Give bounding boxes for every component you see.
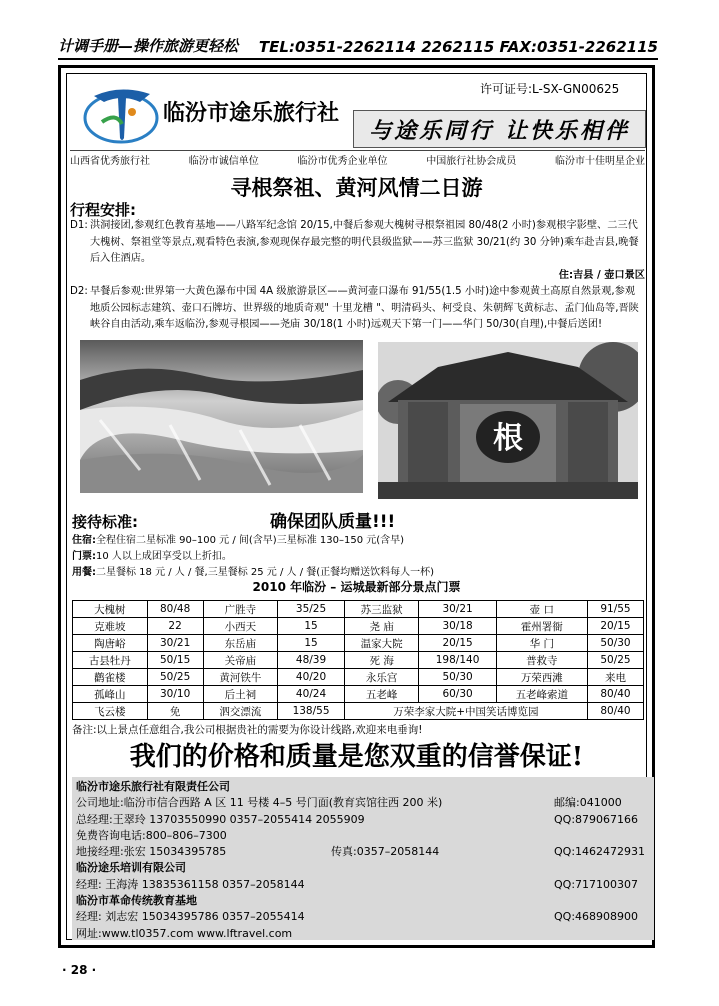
meals-text: 二星餐标 18 元 / 人 / 餐,三星餐标 25 元 / 人 / 餐(正餐均赠送饮料每人一杯) <box>96 567 435 578</box>
ground-manager: 地接经理:张宏 15034395785 <box>76 845 227 859</box>
honor-item: 中国旅行社协会成员 <box>426 156 517 167</box>
tickets-text: 10 人以上成团享受以上折扣。 <box>96 551 232 562</box>
scenic-name: 死 海 <box>344 652 419 669</box>
general-manager: 总经理:王翠玲 13703550990 0357–2055414 2055909 <box>76 812 365 826</box>
ticket-price: 48/39 <box>278 652 345 669</box>
website: 网址:www.tl0357.com www.lftravel.com <box>76 926 293 940</box>
day-text: 洪洞接团,参观红色教育基地——八路军纪念馆 20/15,中餐后参观大槐树寻根祭祖园 80/48(2 小时)参观根字影壁、二三代大槐树、祭祖堂等景点,观看特色表演,参观现保存最完整的明代县级监狱——苏三监狱 30/21(约 30 分钟)乘车赴吉县,晚餐后入住酒店。 <box>90 220 639 264</box>
ticket-price: 50/30 <box>419 669 496 686</box>
manager-3: 经理: 刘志宏 15034395786 0357–2055414 <box>76 910 305 924</box>
scenic-name: 霍州署衙 <box>496 618 587 635</box>
ticket-price: 40/24 <box>278 686 345 703</box>
contact-line <box>76 909 650 925</box>
qq-3: QQ:717100307 <box>554 877 639 891</box>
quality-guarantee: 确保团队质量!!! <box>270 512 396 532</box>
day-label: D1: <box>70 220 88 231</box>
contact-line <box>76 812 650 828</box>
scenic-name: 温家大院 <box>344 635 419 652</box>
ticket-price: 80/48 <box>147 601 203 618</box>
scenic-name: 普救寺 <box>496 652 587 669</box>
ticket-price: 50/25 <box>587 652 643 669</box>
license-number: 许可证号:L-SX-GN00625 <box>480 82 620 96</box>
gate-character: 根 <box>493 421 523 456</box>
tour-title: 寻根祭祖、黄河风情二日游 <box>230 176 483 200</box>
scenic-name: 尧 庙 <box>344 618 419 635</box>
lodging-standard <box>72 531 404 546</box>
ticket-price: 40/20 <box>278 669 345 686</box>
scenic-name: 大槐树 <box>73 601 148 618</box>
reception-heading: 接待标准: <box>72 513 138 531</box>
contact-line <box>76 795 650 811</box>
contact-box <box>72 777 654 940</box>
free-hotline: 免费咨询电话:800–806–7300 <box>76 828 227 842</box>
scenic-name: 五老峰索道 <box>496 686 587 703</box>
root-gate-photo <box>378 342 638 499</box>
page-header <box>58 30 658 60</box>
tickets-label: 门票: <box>72 551 96 562</box>
ticket-price: 15 <box>278 618 345 635</box>
company-3: 临汾市革命传统教育基地 <box>76 894 197 908</box>
ticket-price: 35/25 <box>278 601 345 618</box>
quality-promise: 我们的价格和质量是您双重的信誉保证! <box>129 742 584 772</box>
price-row <box>73 635 644 652</box>
ticket-price: 30/10 <box>147 686 203 703</box>
address: 公司地址:临汾市信合西路 A 区 11 号楼 4–5 号门面(教育宾馆往西 200 米) <box>76 796 443 810</box>
day-2 <box>70 284 645 334</box>
day-1 <box>70 218 645 268</box>
scenic-name: 华 门 <box>496 635 587 652</box>
qq-1: QQ:879067166 <box>554 812 639 826</box>
contact-line <box>76 844 650 860</box>
meals-label: 用餐: <box>72 567 96 578</box>
company-name: 临汾市途乐旅行社 <box>163 100 340 126</box>
scenic-name: 苏三监狱 <box>344 601 419 618</box>
scenic-name: 古县牡丹 <box>73 652 148 669</box>
postcode: 邮编:041000 <box>554 796 622 810</box>
company-1: 临汾市途乐旅行社有限责任公司 <box>76 780 230 793</box>
honors-bar <box>70 150 645 167</box>
day-text: 早餐后参观:世界第一大黄色瀑布中国 4A 级旅游景区——黄河壶口瀑布 91/55(1.5 小时)途中参观黄土高原自然景观,参观地质公园标志建筑、壶口石牌坊、世界级的地质奇观" 十里龙槽 "、明清码头、柯受良、朱朝辉飞黄标志、孟门仙岛等,晋陕峡谷自由活动,乘车返临汾,参观寻根园——尧庙 30/18(1 小时)远观天下第一门——华门 50/30(自理),中餐后送团! <box>90 286 639 330</box>
ticket-price: 30/21 <box>419 601 496 618</box>
price-row <box>73 652 644 669</box>
ticket-price: 免 <box>147 703 203 720</box>
ticket-price: 138/55 <box>278 703 345 720</box>
contact-line <box>76 877 650 893</box>
ticket-price: 30/18 <box>419 618 496 635</box>
meal-standard <box>72 563 434 578</box>
qq-4: QQ:468908900 <box>554 910 639 924</box>
company-2: 临汾途乐培训有限公司 <box>76 861 186 875</box>
price-row <box>73 618 644 635</box>
lodging-label: 住宿: <box>72 535 96 546</box>
honor-item: 临汾市诚信单位 <box>188 156 259 167</box>
manager-2: 经理: 王海涛 13835361158 0357–2058144 <box>76 877 305 891</box>
day-label: D2: <box>70 286 88 297</box>
ticket-price: 80/40 <box>587 686 643 703</box>
ticket-price: 50/15 <box>147 652 203 669</box>
day-1-lodging: 住:吉县 / 壶口景区 <box>558 269 645 281</box>
ticket-price: 30/21 <box>147 635 203 652</box>
company-slogan: 与途乐同行 让快乐相伴 <box>353 110 646 148</box>
scenic-name: 东岳庙 <box>203 635 278 652</box>
scenic-name: 陶唐峪 <box>73 635 148 652</box>
ticket-price: 20/15 <box>419 635 496 652</box>
fax: 传真:0357–2058144 <box>331 845 440 859</box>
price-row <box>73 686 644 703</box>
scenic-name: 壶 口 <box>496 601 587 618</box>
scenic-name: 广胜寺 <box>203 601 278 618</box>
honor-item: 山西省优秀旅行社 <box>70 156 150 167</box>
header-left: 计调手册—操作旅游更轻松 <box>58 37 239 55</box>
scenic-name: 永乐宫 <box>344 669 419 686</box>
price-row <box>73 601 644 618</box>
ticket-price: 15 <box>278 635 345 652</box>
scenic-name: 小西天 <box>203 618 278 635</box>
ticket-price: 198/140 <box>419 652 496 669</box>
honor-item: 临汾市十佳明星企业 <box>555 156 645 167</box>
scenic-name: 孤峰山 <box>73 686 148 703</box>
scenic-name: 鹳雀楼 <box>73 669 148 686</box>
honor-item: 临汾市优秀企业单位 <box>297 156 388 167</box>
scenic-price-table <box>72 600 644 720</box>
price-row <box>73 669 644 686</box>
ticket-price: 91/55 <box>587 601 643 618</box>
lodging-text: 全程住宿二星标准 90–100 元 / 间(含早)三星标准 130–150 元(含早) <box>96 535 405 546</box>
scenic-name: 克难坡 <box>73 618 148 635</box>
ticket-price: 22 <box>147 618 203 635</box>
scenic-name: 关帝庙 <box>203 652 278 669</box>
header-contact: TEL:0351-2262114 2262115 FAX:0351-2262115 <box>258 38 658 56</box>
ticket-standard <box>72 547 232 562</box>
ticket-price: 50/30 <box>587 635 643 652</box>
scenic-name: 万荣李家大院+中国笑话博览园 <box>344 703 587 720</box>
scenic-name: 后土祠 <box>203 686 278 703</box>
itinerary <box>70 218 645 334</box>
price-row <box>73 703 644 720</box>
waterfall-photo <box>80 340 363 493</box>
scenic-name: 五老峰 <box>344 686 419 703</box>
ticket-price: 20/15 <box>587 618 643 635</box>
scenic-name: 黄河铁牛 <box>203 669 278 686</box>
ticket-price: 来电 <box>587 669 643 686</box>
company-logo <box>82 82 160 148</box>
qq-2: QQ:1462472931 <box>554 845 646 859</box>
scenic-name: 万荣西滩 <box>496 669 587 686</box>
price-table-title: 2010 年临汾 – 运城最新部分景点门票 <box>252 580 461 594</box>
scenic-name: 飞云楼 <box>73 703 148 720</box>
ticket-price: 80/40 <box>587 703 643 720</box>
note: 备注:以上景点任意组合,我公司根据贵社的需要为你设计线路,欢迎来电垂询! <box>72 724 423 736</box>
ticket-price: 60/30 <box>419 686 496 703</box>
page-number: · 28 · <box>62 963 97 977</box>
ticket-price: 50/25 <box>147 669 203 686</box>
scenic-name: 泗交漂流 <box>203 703 278 720</box>
itinerary-heading: 行程安排: <box>70 201 136 219</box>
